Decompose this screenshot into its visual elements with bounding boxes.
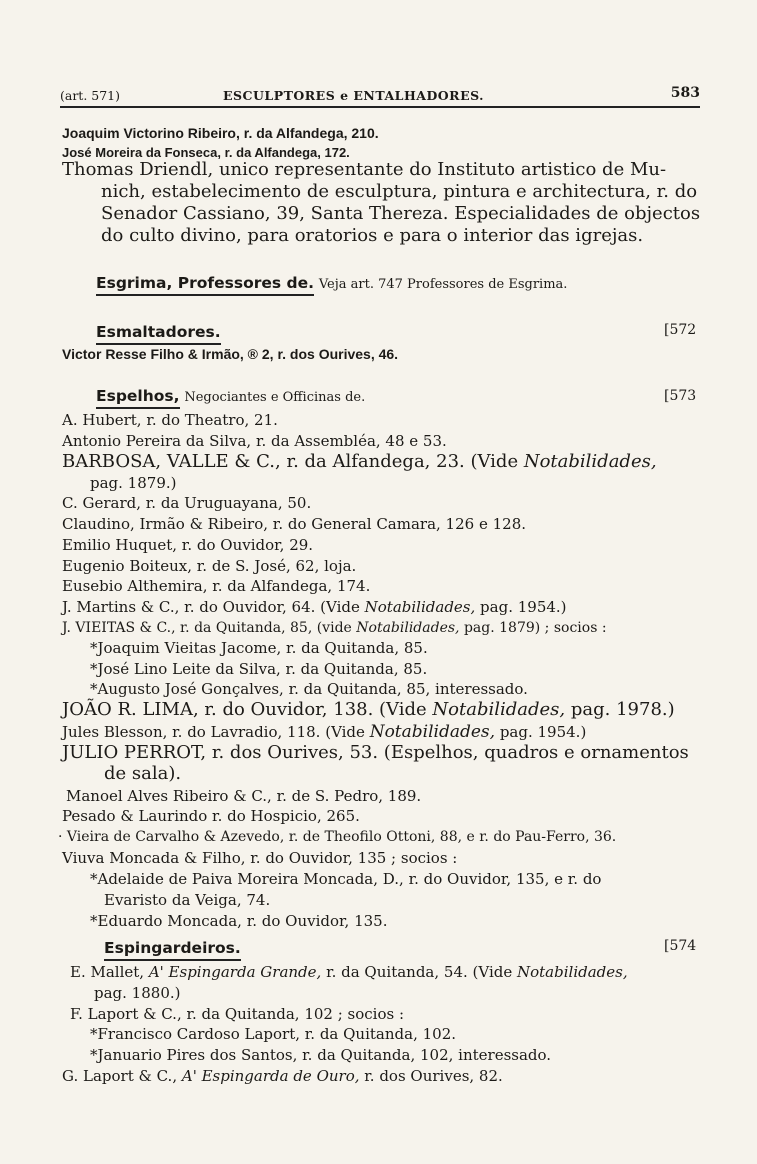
section-title: Espelhos, <box>96 386 180 409</box>
section-esmaltadores <box>96 322 221 345</box>
entry-text: r. da Quitanda, 54. (Vide <box>321 963 517 981</box>
entry-line: A. Hubert, r. do Theatro, 21. <box>62 411 278 429</box>
entry-text: JOÃO R. LIMA, r. do Ouvidor, 138. (Vide <box>62 699 433 720</box>
entry-text: Jules Blesson, r. do Lavradio, 118. (Vide <box>62 723 370 741</box>
entry-italic: Notabilidades, <box>523 451 657 472</box>
entry-line: Senador Cassiano, 39, Santa Thereza. Especialidades de objectos <box>101 203 701 224</box>
entry-line: José Moreira da Fonseca, r. da Alfandega, 172. <box>62 145 350 160</box>
entry-line: *Francisco Cardoso Laport, r. da Quitanda, 102. <box>90 1025 457 1043</box>
entry-text: r. dos Ourives, 82. <box>359 1067 503 1085</box>
entry-line: Antonio Pereira da Silva, r. da Assembléa, 48 e 53. <box>62 432 447 450</box>
entry-line: *Adelaide de Paiva Moreira Moncada, D., r. do Ouvidor, 135, e r. do <box>90 870 602 888</box>
entry-text: pag. 1954.) <box>475 598 567 616</box>
entry-line: do culto divino, para oratorios e para o interior das igrejas. <box>101 225 644 246</box>
entry-line <box>62 722 586 742</box>
entry-italic: Notabilidades, <box>517 963 628 981</box>
entry-line: de sala). <box>104 763 182 784</box>
entry-text: G. Laport & C., <box>62 1067 182 1085</box>
entry-line: *Joaquim Vieitas Jacome, r. da Quitanda, 85. <box>90 639 428 657</box>
entry-italic: Notabilidades, <box>369 722 496 742</box>
entry-italic: Notabilidades, <box>356 620 460 636</box>
entry-line: Pesado & Laurindo r. do Hospicio, 265. <box>62 807 360 825</box>
entry-line: pag. 1879.) <box>90 474 177 492</box>
entry-italic: A' Espingarda Grande, <box>148 963 322 981</box>
entry-line: Manoel Alves Ribeiro & C., r. de S. Pedro, 189. <box>66 787 422 805</box>
entry-line: Thomas Driendl, unico representante do Instituto artistico de Mu- <box>62 159 667 180</box>
entry-text: pag. 1978.) <box>565 699 675 720</box>
page-number: 583 <box>670 85 700 101</box>
section-espingardeiros <box>104 938 241 961</box>
entry-line: *Eduardo Moncada, r. do Ouvidor, 135. <box>90 912 388 930</box>
entry-line: pag. 1880.) <box>94 984 181 1002</box>
section-note: Veja art. 747 Professores de Esgrima. <box>318 277 568 292</box>
entry-text: E. Mallet, <box>70 963 149 981</box>
entry-line <box>62 1066 503 1086</box>
entry-line: Claudino, Irmão & Ribeiro, r. do General Camara, 126 e 128. <box>62 515 527 533</box>
entry-line: Emilio Huquet, r. do Ouvidor, 29. <box>62 536 314 554</box>
section-number: [573 <box>664 388 697 404</box>
page-header <box>60 85 700 108</box>
entry-line: *Januario Pires dos Santos, r. da Quitanda, 102, interessado. <box>90 1046 552 1064</box>
section-espelhos <box>96 386 365 409</box>
entry-line: nich, estabelecimento de esculptura, pintura e architectura, r. do <box>101 181 698 202</box>
entry-text: BARBOSA, VALLE & C., r. da Alfandega, 23. (Vide <box>62 451 524 472</box>
entry-line <box>62 618 607 638</box>
entry-italic: Notabilidades, <box>364 598 476 616</box>
entry-line: Eusebio Althemira, r. da Alfandega, 174. <box>62 577 371 595</box>
entry-text: pag. 1954.) <box>495 723 587 741</box>
entry-line: · Vieira de Carvalho & Azevedo, r. de Theofilo Ottoni, 88, e r. do Pau-Ferro, 36. <box>58 829 617 845</box>
section-title: Espingardeiros. <box>104 938 241 961</box>
entry-line: Victor Resse Filho & Irmão, ® 2, r. dos Ourives, 46. <box>62 346 399 362</box>
entry-line: Eugenio Boiteux, r. de S. José, 62, loja. <box>62 557 357 575</box>
entry-line <box>70 962 628 982</box>
entry-italic: Notabilidades, <box>432 699 566 720</box>
entry-line: JULIO PERROT, r. dos Ourives, 53. (Espelhos, quadros e ornamentos <box>62 742 689 763</box>
section-subtitle: Negociantes e Officinas de. <box>184 390 366 405</box>
entry-line: F. Laport & C., r. da Quitanda, 102 ; socios : <box>70 1005 405 1023</box>
section-title: Esmaltadores. <box>96 322 221 345</box>
entry-line: C. Gerard, r. da Uruguayana, 50. <box>62 494 312 512</box>
entry-line <box>62 700 675 720</box>
header-article-ref: (art. 571) <box>60 88 121 103</box>
entry-line <box>62 452 657 472</box>
section-title: Esgrima, Professores de. <box>96 273 314 296</box>
entry-line: Viuva Moncada & Filho, r. do Ouvidor, 135 ; socios : <box>62 849 458 867</box>
entry-italic: A' Espingarda de Ouro, <box>181 1067 360 1085</box>
section-number: [574 <box>664 938 697 954</box>
section-esgrima <box>96 273 567 296</box>
header-title: ESCULPTORES e ENTALHADORES. <box>223 88 485 103</box>
section-number: [572 <box>664 322 697 338</box>
entry-text: pag. 1879) ; socios : <box>459 620 607 636</box>
entry-text: J. VIEITAS & C., r. da Quitanda, 85, (vide <box>62 620 357 636</box>
entry-line: *José Lino Leite da Silva, r. da Quitanda, 85. <box>90 660 428 678</box>
entry-line <box>62 597 567 617</box>
entry-line: *Augusto José Gonçalves, r. da Quitanda, 85, interessado. <box>90 680 528 698</box>
entry-line: Evaristo da Veiga, 74. <box>104 891 271 909</box>
entry-line: Joaquim Victorino Ribeiro, r. da Alfandega, 210. <box>62 125 379 141</box>
entry-text: J. Martins & C., r. do Ouvidor, 64. (Vide <box>62 598 365 616</box>
